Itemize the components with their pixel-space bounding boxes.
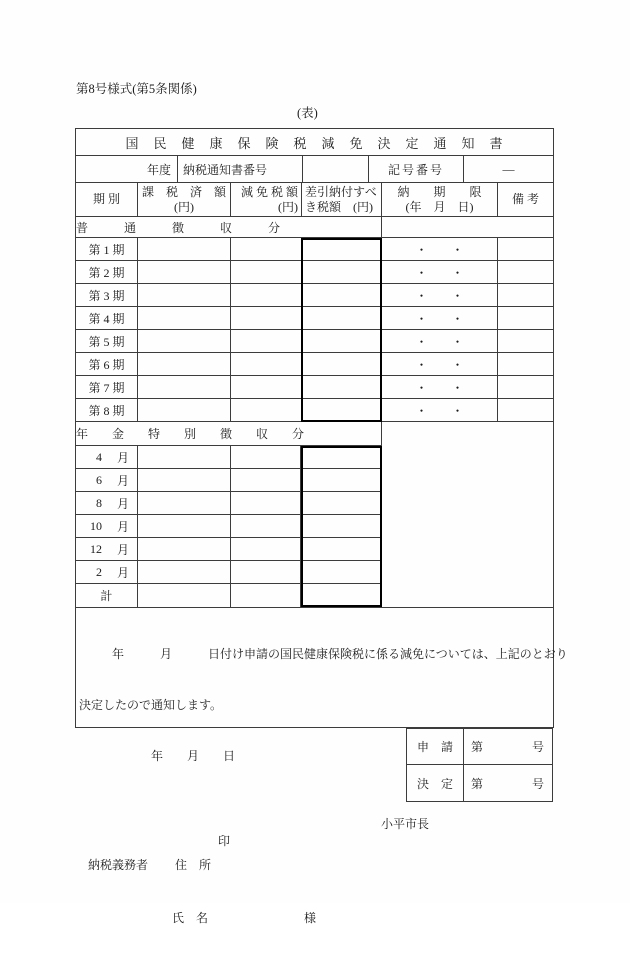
row-label <box>76 446 138 468</box>
cell-reduction-amount <box>231 238 302 260</box>
decision-number-row <box>407 765 552 801</box>
cell-taxed-amount <box>138 469 231 491</box>
cell-taxed-amount <box>138 238 231 260</box>
cell-taxed-amount <box>138 515 231 537</box>
header-due-date <box>382 183 498 216</box>
cell-taxed-amount <box>138 399 231 421</box>
mayor-name: 小平市長 <box>381 817 430 831</box>
cell-net-amount <box>301 584 381 607</box>
application-number-cell <box>464 729 552 764</box>
cell-taxed-amount <box>138 330 231 352</box>
cell-net-amount <box>302 284 382 306</box>
row-label: 第 8 期 <box>76 399 138 421</box>
form-number-label: 第8号様式(第5条関係) <box>76 82 197 96</box>
fiscal-year-cell: 年度 <box>76 156 178 182</box>
cell-reduction-amount <box>231 561 302 583</box>
table-row-month-4 <box>76 446 381 469</box>
cell-remarks <box>498 284 553 306</box>
header-reduction-amount <box>231 183 302 216</box>
cell-reduction-amount <box>231 261 302 283</box>
application-label: 申 請 <box>407 729 464 764</box>
cell-taxed-amount <box>138 584 231 607</box>
cell-reduction-amount <box>231 584 302 607</box>
month-number: 2 <box>96 564 102 579</box>
cell-due-date: ・ ・ <box>382 284 498 306</box>
sheet-side-label: (表) <box>297 106 318 120</box>
number-suffix: 号 <box>531 740 544 754</box>
column-header-row <box>76 183 553 217</box>
cell-taxed-amount <box>138 353 231 375</box>
table-row-month-8 <box>76 492 381 515</box>
number-suffix: 号 <box>531 776 544 791</box>
header-remarks: 備 考 <box>511 192 539 206</box>
table-row-period-8 <box>76 399 553 422</box>
cell-remarks <box>498 376 553 398</box>
table-row-period-5 <box>76 330 553 353</box>
cell-reduction-amount <box>231 376 302 398</box>
number-prefix: 第 <box>471 776 484 791</box>
cell-net-amount <box>301 469 381 491</box>
notice-text-block <box>76 608 568 925</box>
cell-net-amount <box>302 399 382 421</box>
month-number: 12 <box>90 541 102 556</box>
header-net-line1: 差引納付すべ <box>305 185 377 199</box>
ordinary-section-row <box>76 217 553 238</box>
cell-net-amount <box>301 515 381 537</box>
month-unit: 月 <box>117 450 130 465</box>
row-label <box>76 492 138 514</box>
table-row-month-6 <box>76 469 381 492</box>
decision-number-cell <box>464 765 552 801</box>
month-unit: 月 <box>117 565 130 580</box>
pension-section <box>76 422 553 608</box>
row-label <box>76 469 138 491</box>
row-label <box>76 538 138 560</box>
cell-net-amount <box>301 446 381 468</box>
table-row-period-6 <box>76 353 553 376</box>
ordinary-section-right-cell <box>382 217 553 237</box>
application-number-row <box>407 729 552 765</box>
header-due-line1: 納 期 限 <box>397 185 482 199</box>
header-net-amount <box>302 183 382 216</box>
month-number: 6 <box>96 472 102 487</box>
month-unit: 月 <box>117 542 130 557</box>
total-label: 計 <box>76 584 138 607</box>
header-taxed-line1: 課 税 済 額 <box>141 185 226 199</box>
stamp-number-box <box>406 728 553 802</box>
notice-date-line: 年 月 日 <box>76 749 236 763</box>
row-label <box>76 515 138 537</box>
header-reduction-line1: 減 免 税 額 <box>240 185 298 199</box>
cell-reduction-amount <box>231 538 302 560</box>
cell-taxed-amount <box>138 307 231 329</box>
cell-taxed-amount <box>138 538 231 560</box>
row-label: 第 3 期 <box>76 284 138 306</box>
cell-taxed-amount <box>138 284 231 306</box>
row-label: 第 2 期 <box>76 261 138 283</box>
cell-reduction-amount <box>231 307 302 329</box>
cell-net-amount <box>302 330 382 352</box>
cell-taxed-amount <box>138 261 231 283</box>
row-label <box>76 561 138 583</box>
table-row-period-4 <box>76 307 553 330</box>
table-row-month-2 <box>76 561 381 584</box>
cell-net-amount <box>301 561 381 583</box>
cell-due-date: ・ ・ <box>382 330 498 352</box>
row-label: 第 5 期 <box>76 330 138 352</box>
symbol-number-value: ― <box>502 161 515 176</box>
table-title-row <box>76 129 553 156</box>
cell-net-amount <box>302 376 382 398</box>
decision-label: 決 定 <box>407 765 464 801</box>
cell-due-date: ・ ・ <box>382 261 498 283</box>
cell-taxed-amount <box>138 446 231 468</box>
header-taxed-line2: (円) <box>174 200 194 214</box>
cell-reduction-amount <box>231 353 302 375</box>
pension-left-grid <box>76 422 382 607</box>
month-unit: 月 <box>117 496 130 511</box>
table-row-month-12 <box>76 538 381 561</box>
table-title: 国 民 健 康 保 険 税 減 免 決 定 通 知 書 <box>125 135 504 151</box>
row-label: 第 1 期 <box>76 238 138 260</box>
month-unit: 月 <box>117 519 130 534</box>
cell-reduction-amount <box>231 446 302 468</box>
cell-remarks <box>498 238 553 260</box>
month-number: 8 <box>96 495 102 510</box>
cell-reduction-amount <box>231 469 302 491</box>
table-row-period-2 <box>76 261 553 284</box>
table-row-total <box>76 584 381 607</box>
number-prefix: 第 <box>471 740 484 754</box>
cell-net-amount <box>302 353 382 375</box>
pension-right-empty-cell <box>382 422 553 607</box>
month-unit: 月 <box>117 473 130 488</box>
notice-line-2: 決定したので通知します。 <box>76 698 223 712</box>
taxpayer-address-line: 納税義務者 住 所 <box>76 858 212 872</box>
pension-section-label: 年 金 特 別 徴 収 分 <box>76 422 381 446</box>
cell-due-date: ・ ・ <box>382 376 498 398</box>
cell-net-amount <box>301 492 381 514</box>
row-label: 第 7 期 <box>76 376 138 398</box>
table-row-period-7 <box>76 376 553 399</box>
cell-remarks <box>498 399 553 421</box>
month-number: 10 <box>90 518 102 533</box>
header-period: 期 別 <box>76 183 138 216</box>
row-label: 第 6 期 <box>76 353 138 375</box>
header-taxed-amount <box>138 183 231 216</box>
tax-notice-number-value <box>303 156 369 182</box>
cell-taxed-amount <box>138 561 231 583</box>
row-label: 第 4 期 <box>76 307 138 329</box>
meta-row <box>76 156 553 183</box>
cell-net-amount <box>302 307 382 329</box>
seal-mark: 印 <box>218 834 231 848</box>
cell-remarks <box>498 330 553 352</box>
symbol-number-label: 記号番号 <box>369 156 464 182</box>
table-row-period-3 <box>76 284 553 307</box>
cell-taxed-amount <box>138 376 231 398</box>
cell-reduction-amount <box>231 284 302 306</box>
ordinary-section-label: 普 通 徴 収 分 <box>76 217 382 237</box>
cell-taxed-amount <box>138 492 231 514</box>
table-row-period-1 <box>76 238 553 261</box>
cell-reduction-amount <box>231 492 302 514</box>
cell-net-amount <box>302 238 382 260</box>
tax-notice-number-label: 納税通知書番号 <box>178 156 303 182</box>
cell-remarks <box>498 261 553 283</box>
taxpayer-name-line: 氏 名 様 <box>76 911 317 925</box>
header-net-line2: き税額 (円) <box>305 200 373 214</box>
notice-table <box>75 128 568 925</box>
header-reduction-line2: (円) <box>278 200 298 214</box>
month-number: 4 <box>96 449 102 464</box>
cell-remarks <box>498 307 553 329</box>
cell-remarks <box>498 353 553 375</box>
cell-reduction-amount <box>231 515 302 537</box>
header-due-line2: (年 月 日) <box>405 200 474 214</box>
cell-reduction-amount <box>231 330 302 352</box>
cell-reduction-amount <box>231 399 302 421</box>
notice-line-1: 年 月 日付け申請の国民健康保険税に係る減免については、上記のとおり <box>76 647 568 661</box>
cell-due-date: ・ ・ <box>382 399 498 421</box>
cell-due-date: ・ ・ <box>382 353 498 375</box>
table-row-month-10 <box>76 515 381 538</box>
cell-due-date: ・ ・ <box>382 307 498 329</box>
cell-due-date: ・ ・ <box>382 238 498 260</box>
cell-net-amount <box>301 538 381 560</box>
cell-net-amount <box>302 261 382 283</box>
